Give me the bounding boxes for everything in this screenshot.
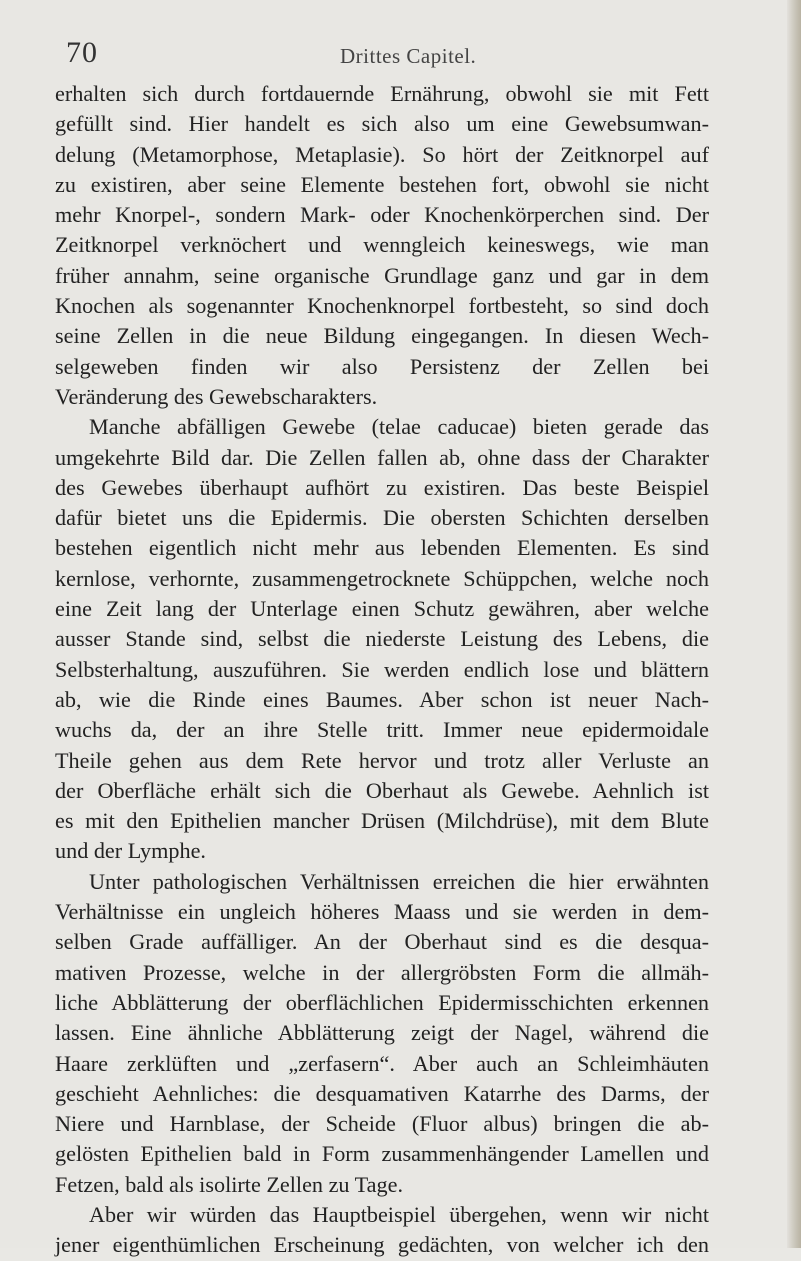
text-line: gefüllt sind. Hier handelt es sich also um eine Gewebsumwan-	[55, 111, 709, 137]
text-line: Selbsterhaltung, auszuführen. Sie werden endlich lose und blättern	[55, 656, 709, 682]
text-line: früher annahm, seine organische Grundlage ganz und gar in dem	[55, 262, 709, 288]
text-line: Aber wir würden das Hauptbeispiel übergehen, wenn wir nicht	[89, 1201, 709, 1227]
text-line: erhalten sich durch fortdauernde Ernährung, obwohl sie mit Fett	[55, 81, 709, 106]
running-head: Drittes Capitel.	[340, 44, 477, 68]
text-line: wuchs da, der an ihre Stelle tritt. Immer neue epidermoidale	[55, 717, 709, 743]
page-number: 70	[66, 36, 98, 69]
text-line: Fetzen, bald als isolirte Zellen zu Tage.	[55, 1171, 403, 1197]
text-line: des Gewebes überhaupt aufhört zu existiren. Das beste Beispiel	[55, 474, 709, 500]
text-line: geschieht Aehnliches: die desquamativen Katarrhe des Darms, der	[55, 1080, 709, 1106]
text-line: Theile gehen aus dem Rete hervor und trotz aller Verluste an	[55, 747, 709, 773]
text-line: gelösten Epithelien bald in Form zusammenhängender Lamellen und	[55, 1141, 709, 1167]
text-line: und der Lymphe.	[55, 838, 206, 864]
body-text	[55, 79, 709, 1261]
text-line: delung (Metamorphose, Metaplasie). So hört der Zeitknorpel auf	[55, 141, 709, 167]
text-line: lassen. Eine ähnliche Abblätterung zeigt der Nagel, während die	[55, 1020, 709, 1046]
text-line: eine Zeit lang der Unterlage einen Schutz gewähren, aber welche	[55, 596, 709, 622]
text-line: selgeweben finden wir also Persistenz der Zellen bei	[55, 353, 709, 379]
text-line: ausser Stande sind, selbst die niederste Leistung des Lebens, die	[55, 626, 709, 652]
text-line: selben Grade auffälliger. An der Oberhaut sind es die desqua-	[55, 929, 709, 955]
text-line: Unter pathologischen Verhältnissen erreichen die hier erwähnten	[89, 868, 709, 894]
text-line: Haare zerklüften und „zerfasern“. Aber auch an Schleimhäuten	[55, 1050, 709, 1076]
text-line: zu existiren, aber seine Elemente bestehen fort, obwohl sie nicht	[55, 171, 709, 197]
text-line: jener eigenthümlichen Erscheinung gedächten, von welcher ich den	[55, 1232, 709, 1258]
text-line: mehr Knorpel-, sondern Mark- oder Knochenkörperchen sind. Der	[55, 202, 709, 228]
text-line: seine Zellen in die neue Bildung eingegangen. In diesen Wech-	[55, 323, 709, 349]
text-line: dafür bietet uns die Epidermis. Die obersten Schichten derselben	[55, 505, 709, 531]
text-line: Manche abfälligen Gewebe (telae caducae) bieten gerade das	[89, 414, 709, 440]
text-line: der Oberfläche erhält sich die Oberhaut als Gewebe. Aehnlich ist	[55, 777, 709, 803]
text-line: mativen Prozesse, welche in der allergröbsten Form die allmäh-	[55, 959, 709, 985]
text-line: umgekehrte Bild dar. Die Zellen fallen ab, ohne dass der Charakter	[55, 444, 709, 470]
text-line: Knochen als sogenannter Knochenknorpel fortbesteht, so sind doch	[55, 293, 709, 319]
text-line: kernlose, verhornte, zusammengetrocknete Schüppchen, welche noch	[55, 565, 709, 591]
text-line: Veränderung des Gewebscharakters.	[55, 383, 378, 409]
text-line: Verhältnisse ein ungleich höheres Maass und sie werden in dem-	[55, 899, 709, 925]
text-line: Niere und Harnblase, der Scheide (Fluor albus) bringen die ab-	[55, 1111, 709, 1137]
page-edge	[787, 0, 801, 1248]
text-line: es mit den Epithelien mancher Drüsen (Milchdrüse), mit dem Blute	[55, 808, 709, 834]
text-line: bestehen eigentlich nicht mehr aus lebenden Elementen. Es sind	[55, 535, 709, 561]
text-line: ab, wie die Rinde eines Baumes. Aber schon ist neuer Nach-	[55, 686, 709, 712]
page-header	[0, 36, 801, 72]
text-line: Zeitknorpel verknöchert und wenngleich keineswegs, wie man	[55, 232, 709, 258]
text-line: liche Abblätterung der oberflächlichen Epidermisschichten erkennen	[55, 989, 709, 1015]
